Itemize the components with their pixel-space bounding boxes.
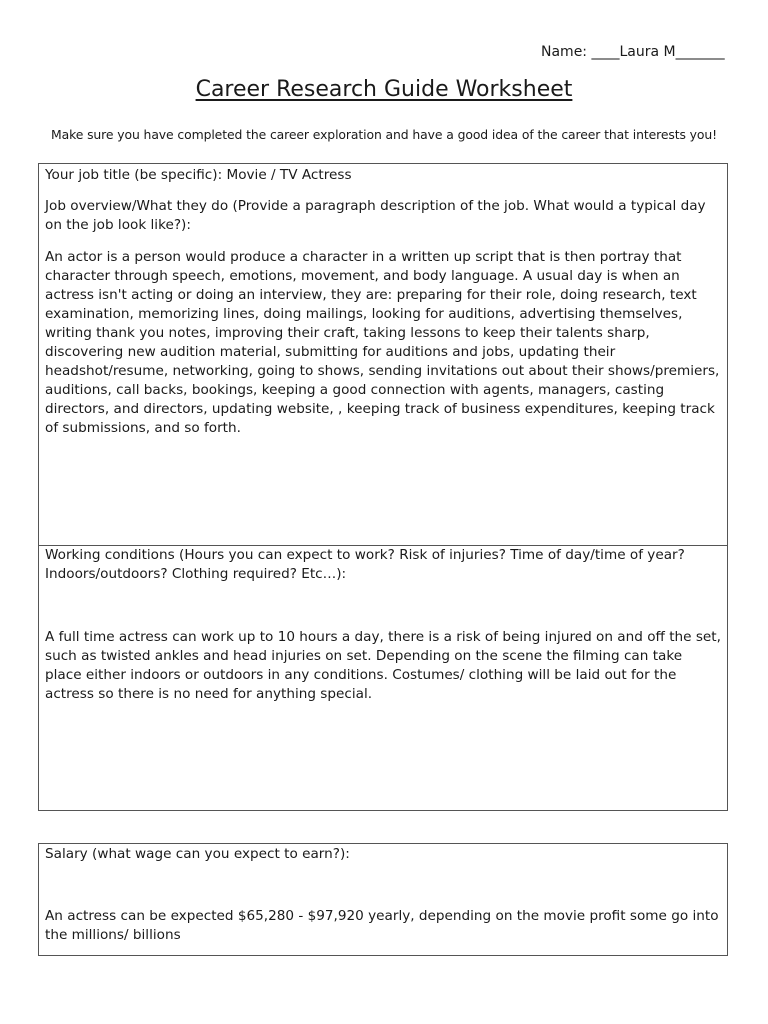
working-conditions-answer: A full time actress can work up to 10 hours a day, there is a risk of being injured on and off the set, such as twisted ankles and head injuries on set. Depending on the scene the filming can take place either indoors or outdoors in any conditions. Costumes/ clothing will be laid out for the actress so there is no need for anything special. — [45, 629, 721, 702]
working-conditions-prompt: Working conditions (Hours you can expect to work? Risk of injuries? Time of day/time of year? Indoors/outdoors? Clothing required? Etc…): — [45, 547, 685, 582]
name-value: ____Laura M_______ — [591, 44, 725, 60]
intro-instructions: Make sure you have completed the career exploration and have a good idea of the career that interests you! — [50, 127, 717, 142]
job-description-box — [38, 163, 728, 546]
working-conditions-box — [38, 545, 728, 811]
name-label: Name: — [541, 44, 588, 60]
job-title-prompt: Your job title (be specific): Movie / TV Actress — [45, 167, 352, 183]
salary-answer: An actress can be expected $65,280 - $97,920 yearly, depending on the movie profit some go into the millions/ billions — [45, 908, 719, 943]
salary-box — [38, 843, 728, 956]
name-field — [541, 44, 725, 60]
salary-prompt: Salary (what wage can you expect to earn?): — [45, 846, 350, 862]
worksheet-title: Career Research Guide Worksheet — [195, 77, 573, 102]
job-overview-answer: An actor is a person would produce a character in a written up script that is then portray that character through speech, emotions, movement, and body language. A usual day is when an actress isn't acting or doing an interview, they are: preparing for their role, doing research, text examination, memorizing lines, doing mailings, looking for auditions, advertising themselves, writing thank you notes, improving their craft, taking lessons to keep their talents sharp, discovering new audition material, submitting for auditions and jobs, updating their headshot/resume, networking, going to shows, sending invitations out about their shows/premiers, auditions, call backs, bookings, keeping a good connection with agents, managers, casting directors, and directors, updating website, , keeping track of business expenditures, keeping track of submissions, and so forth. — [45, 249, 720, 436]
job-overview-prompt: Job overview/What they do (Provide a paragraph description of the job. What would a typical day on the job look like?): — [45, 198, 706, 233]
